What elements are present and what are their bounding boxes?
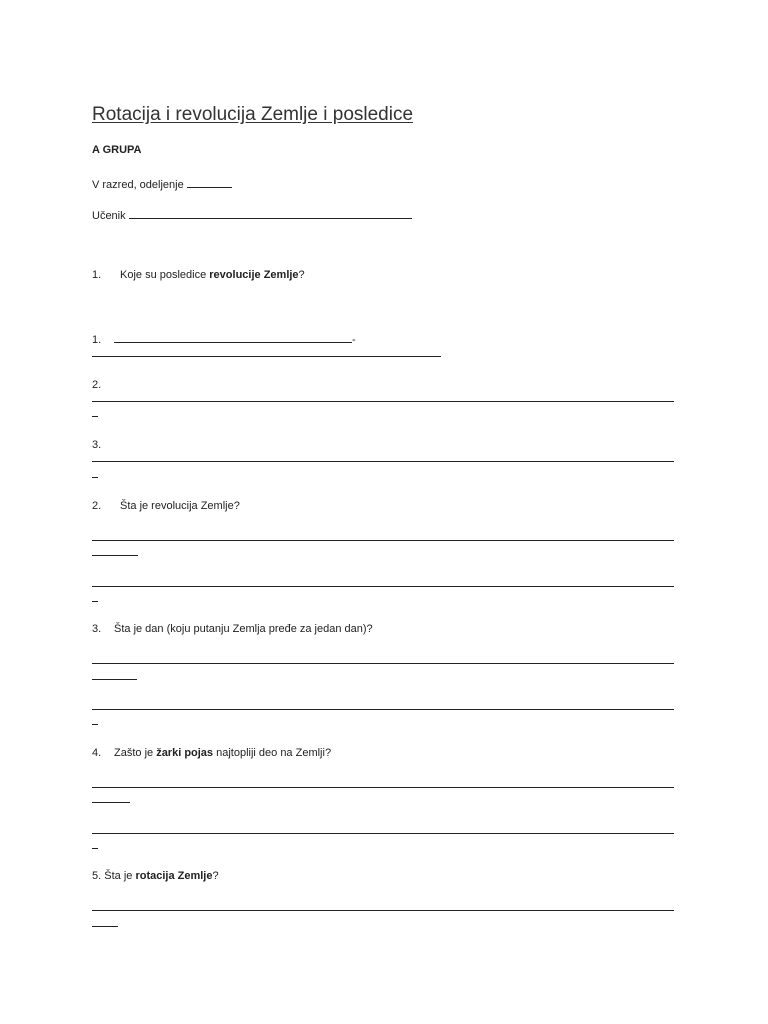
question-number: 1. xyxy=(92,269,102,281)
answer-3-number: 3. xyxy=(92,439,102,451)
answer-1-line-b[interactable] xyxy=(92,356,441,357)
question-number: 3. xyxy=(92,623,102,635)
q3-dash xyxy=(92,724,98,725)
student-label: Učenik xyxy=(92,210,126,222)
question-5: 5. Šta je rotacija Zemlje? xyxy=(92,870,219,882)
answer-3-dash xyxy=(92,477,98,478)
question-number: 4. xyxy=(92,747,102,759)
question-2: 2. Šta je revolucija Zemlje? xyxy=(92,500,240,512)
question-number: 2. xyxy=(92,500,102,512)
q3-line-1[interactable] xyxy=(92,663,674,664)
class-field xyxy=(92,176,232,192)
answer-2-dash xyxy=(92,416,98,417)
q3-line-2[interactable] xyxy=(92,709,674,710)
q2-line-1-cont[interactable] xyxy=(92,555,138,556)
q4-line-1-cont[interactable] xyxy=(92,802,130,803)
question-number: 5. xyxy=(92,870,102,882)
question-1: 1. Koje su posledice revolucije Zemlje? xyxy=(92,269,305,281)
q5-line-1[interactable] xyxy=(92,910,674,911)
q3-line-1-cont[interactable] xyxy=(92,679,137,680)
class-blank[interactable] xyxy=(187,176,232,188)
q5-line-1-cont[interactable] xyxy=(92,926,118,927)
q2-dash xyxy=(92,601,98,602)
answer-1-blank-a[interactable] xyxy=(114,331,352,343)
answer-2-line[interactable] xyxy=(92,401,674,402)
q4-line-2[interactable] xyxy=(92,833,674,834)
question-3: 3. Šta je dan (koju putanju Zemlja pređe za jedan dan)? xyxy=(92,623,373,635)
student-name-blank[interactable] xyxy=(129,207,412,219)
q4-dash xyxy=(92,848,98,849)
q4-line-1[interactable] xyxy=(92,787,674,788)
class-label: V razred, odeljenje xyxy=(92,179,184,191)
answer-3-line[interactable] xyxy=(92,461,674,462)
page-title: Rotacija i revolucija Zemlje i posledice xyxy=(92,104,414,125)
student-field xyxy=(92,207,412,223)
group-label: A GRUPA xyxy=(92,144,142,156)
question-4: 4. Zašto je žarki pojas najtopliji deo na Zemlji? xyxy=(92,747,332,759)
q2-line-1[interactable] xyxy=(92,540,674,541)
answer-2-number: 2. xyxy=(92,379,102,391)
q2-line-2[interactable] xyxy=(92,586,674,587)
answer-1-row: 1. - xyxy=(92,331,356,347)
answer-number: 1. xyxy=(92,334,102,346)
